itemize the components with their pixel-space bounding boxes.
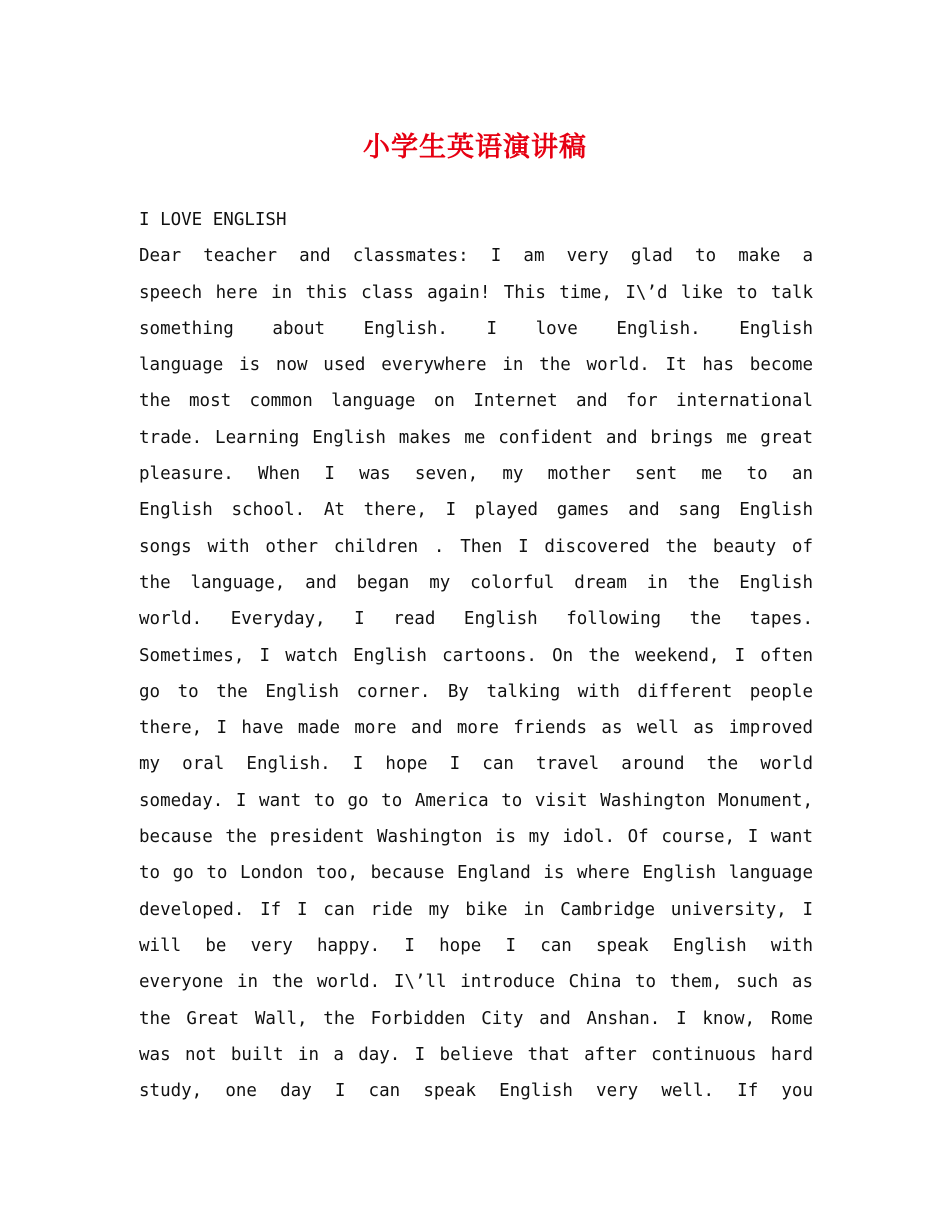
text-line: speech here in this class again! This time, I\’d like to talk <box>139 282 813 303</box>
text-line: English school. At there, I played games and sang English <box>139 500 813 521</box>
text-line: something about English. I love English. English <box>139 318 813 339</box>
text-line: my oral English. I hope I can travel around the world <box>139 754 813 775</box>
text-line: the Great Wall, the Forbidden City and Anshan. I know, Rome <box>139 1008 813 1029</box>
text-line: to go to London too, because England is where English language <box>139 863 813 884</box>
text-line: everyone in the world. I\’ll introduce China to them, such as <box>139 972 813 993</box>
text-line: there, I have made more and more friends as well as improved <box>139 718 813 739</box>
text-line: developed. If I can ride my bike in Cambridge university, I <box>139 899 813 920</box>
text-line: will be very happy. I hope I can speak English with <box>139 935 813 956</box>
text-line: pleasure. When I was seven, my mother sent me to an <box>139 464 813 485</box>
text-line: language is now used everywhere in the world. It has become <box>139 355 813 376</box>
text-line: world. Everyday, I read English following the tapes. <box>139 609 813 630</box>
text-line: because the president Washington is my idol. Of course, I want <box>139 827 813 848</box>
text-line: Sometimes, I watch English cartoons. On the weekend, I often <box>139 645 813 666</box>
text-line: someday. I want to go to America to visit Washington Monument, <box>139 790 813 811</box>
text-line: the most common language on Internet and for international <box>139 391 813 412</box>
text-line: go to the English corner. By talking with different people <box>139 681 813 702</box>
text-line: was not built in a day. I believe that after continuous hard <box>139 1044 813 1065</box>
text-line: songs with other children . Then I discovered the beauty of <box>139 536 813 557</box>
text-line: study, one day I can speak English very well. If you <box>139 1081 813 1102</box>
speech-body <box>139 202 813 1109</box>
heading-line: I LOVE ENGLISH <box>139 210 287 230</box>
text-line: Dear teacher and classmates: I am very glad to make a <box>139 246 813 267</box>
document-title: 小学生英语演讲稿 <box>363 132 587 163</box>
text-line: the language, and began my colorful dream in the English <box>139 572 813 593</box>
text-line: trade. Learning English makes me confident and brings me great <box>139 427 813 448</box>
